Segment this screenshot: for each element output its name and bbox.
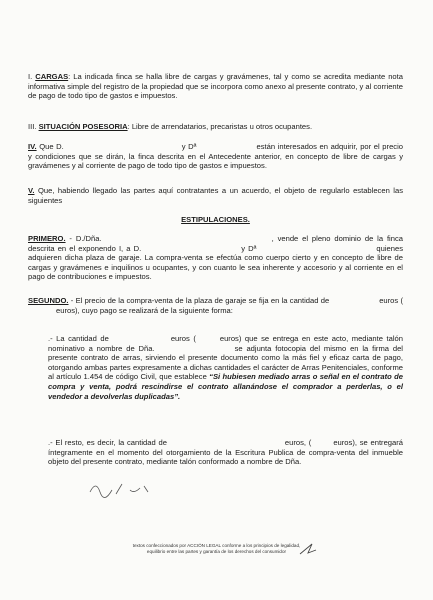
footer-line: equilibrio entre las partes y garantía de los derechos del consumidor bbox=[146, 549, 287, 554]
clause-text: y Dª bbox=[241, 243, 257, 253]
clause-number: I. bbox=[28, 72, 36, 81]
clause-text: Que D. bbox=[36, 142, 64, 151]
clause-situacion-posesoria bbox=[28, 122, 403, 132]
clause-text: euros) que se entrega en este acto, mediante talón nominativo a nombre de Dña. bbox=[48, 334, 403, 353]
clause-number: III. bbox=[28, 122, 39, 131]
clause-iv bbox=[28, 142, 403, 171]
clause-resto bbox=[48, 438, 403, 467]
clause-number: SEGUNDO. bbox=[28, 296, 69, 305]
clause-text: , vende el pleno dominio de la finca descrita en el exponendo I, a D. bbox=[28, 234, 403, 253]
clause-cargas bbox=[28, 72, 403, 101]
civil-code-quote: “Si hubiesen mediado arras o señal en el contrato de compra y venta, podrá rescindirse el contrato allanándose el comprador a perderlas, o el vendedor a devolverlas duplicadas”. bbox=[48, 372, 403, 401]
clause-number: IV. bbox=[28, 142, 37, 151]
clause-title: SITUACIÓN POSESORIA bbox=[38, 122, 128, 131]
signature-scribble-icon bbox=[86, 476, 156, 502]
clause-text: - El precio de la compra-venta de la plaza de garaje se fija en la cantidad de bbox=[68, 296, 330, 305]
clause-text: euros ( bbox=[170, 334, 196, 343]
clause-text: euros ( bbox=[379, 296, 403, 305]
clause-title: CARGAS bbox=[35, 72, 69, 81]
section-heading bbox=[28, 215, 403, 225]
clause-text: y Dª bbox=[181, 142, 197, 151]
clause-text: - D./Dña. bbox=[65, 234, 102, 243]
clause-text: .- La cantidad de bbox=[48, 334, 109, 343]
clause-text: euros), se entregará íntegramente en el momento del otorgamiento de la Escritura Publica de compra-venta del inmueble objeto del presente contrato, mediante talón conformado a nombre de Dña. bbox=[48, 438, 404, 467]
clause-text: quienes adquieren dicha plaza de garaje. La compra-venta se efectúa como cuerpo cierto y en concepto de libre de cargas y gravámenes e inquilinos u ocupantes, y con cuanto le sea inherente y accesorio y al corriente en el pago de contribuciones e impuestos. bbox=[28, 243, 403, 282]
footer-line: textos confeccionados por ACCIÓN LEGAL conforme a los principios de legalidad, bbox=[132, 543, 301, 548]
clause-primero bbox=[28, 234, 403, 282]
clause-text: están interesados en adquirir, por el precio y condiciones que se dirán, la finca descrita en el Antecedente anterior, en concepto de libre de cargas y gravámenes y al corriente de pago de todo tipo de gastos e impuestos. bbox=[28, 142, 403, 171]
clause-segundo bbox=[28, 296, 403, 315]
clause-text: se adjunta fotocopia del mismo en la firma del presente contrato de arras, sirviendo el presente documento como la más fiel y eficaz carta de pago, otorgando ambas partes expresamente a dichas cantidades el carácter de Arras Penitenciales, conforme al artículo 1.454 de código Civil, que establece bbox=[48, 343, 403, 382]
clause-number: PRIMERO. bbox=[28, 234, 66, 243]
clause-text: euros, ( bbox=[284, 438, 312, 447]
clause-text: Que, habiendo llegado las partes aquí contratantes a un acuerdo, el objeto de regularlo establecen las siguientes bbox=[28, 186, 403, 205]
clause-v bbox=[28, 186, 403, 205]
clause-arras bbox=[48, 334, 403, 401]
clause-text: : Libre de arrendatarios, precaristas u otros ocupantes. bbox=[127, 122, 313, 131]
clause-text: .- El resto, es decir, la cantidad de bbox=[48, 438, 167, 447]
clause-number: V. bbox=[28, 186, 35, 195]
clause-text: : La indicada finca se halla libre de cargas y gravámenes, tal y como se acredita mediante nota informativa simple del registro de la propiedad que se incorpora como anexo al presente contrato, y al corriente de pago de todo tipo de gastos e impuestos. bbox=[28, 72, 403, 101]
clause-text: euros), cuyo pago se realizará de la siguiente forma: bbox=[56, 305, 233, 315]
footer bbox=[0, 543, 433, 555]
estipulaciones-heading: ESTIPULACIONES. bbox=[181, 215, 250, 224]
